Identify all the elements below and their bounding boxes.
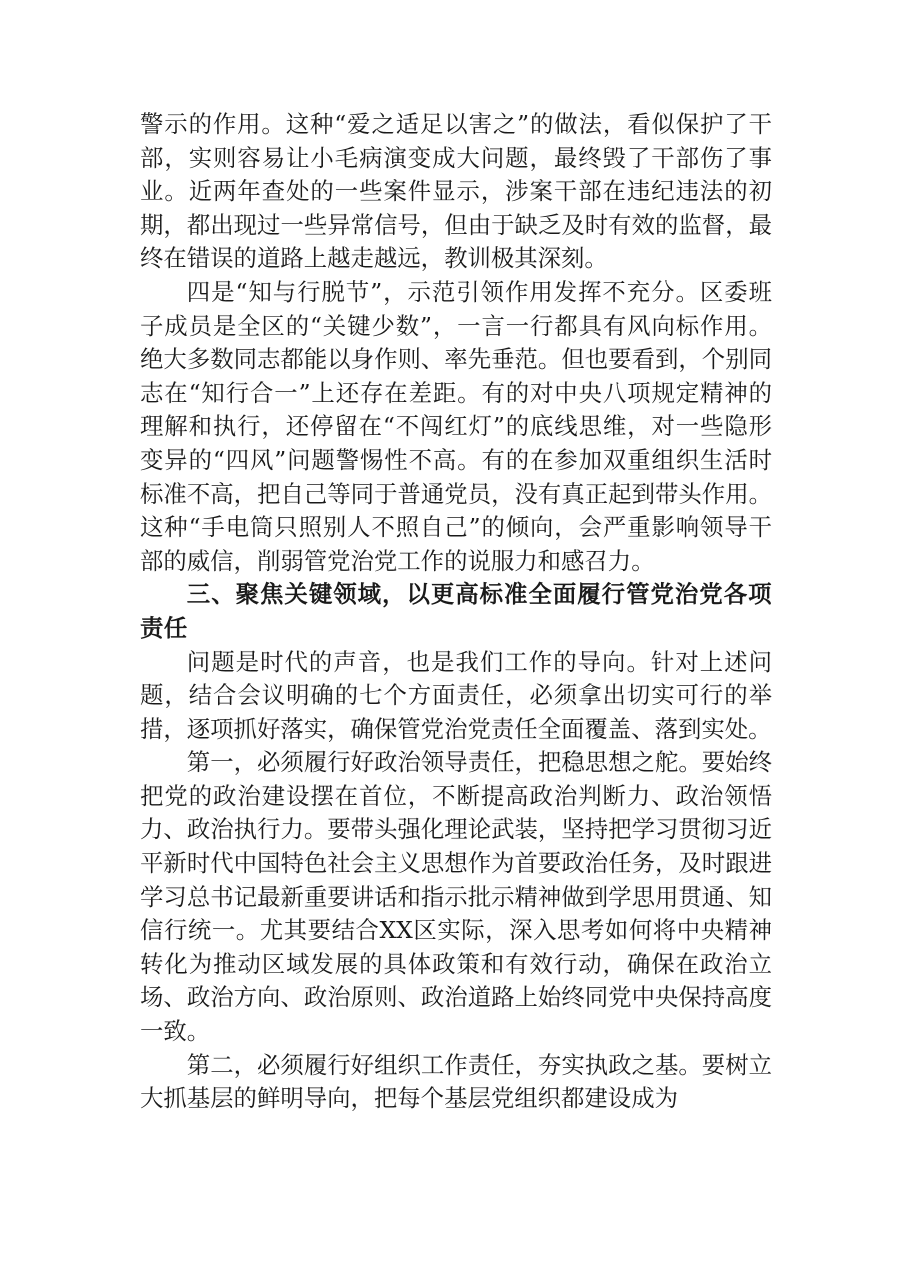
document-page	[140, 108, 772, 1116]
section-heading-three: 三、聚焦关键领域，以更高标准全面履行管党治党各项责任	[140, 580, 772, 642]
paragraph-continuation: 警示的作用。这种“爱之适足以害之”的做法，看似保护了干部，实则容易让小毛病演变成大问题，最终毁了干部伤了事业。近两年查处的一些案件显示，涉案干部在违纪违法的初期，都出现过一些异常信号，但由于缺乏及时有效的监督，最终在错误的道路上越走越远，教训极其深刻。	[140, 110, 772, 273]
paragraph-point-four: 四是“知与行脱节”，示范引领作用发挥不充分。区委班子成员是全区的“关键少数”，一言一行都具有风向标作用。绝大多数同志都能以身作则、率先垂范。但也要看到，个别同志在“知行合一”上还存在差距。有的对中央八项规定精神的理解和执行，还停留在“不闯红灯”的底线思维，对一些隐形变异的“四风”问题警惕性不高。有的在参加双重组织生活时标准不高，把自己等同于普通党员，没有真正起到带头作用。这种“手电筒只照别人不照自己”的倾向，会严重影响领导干部的威信，削弱管党治党工作的说服力和感召力。	[140, 277, 772, 575]
paragraph-second-responsibility: 第二，必须履行好组织工作责任，夯实执政之基。要树立大抓基层的鲜明导向，把每个基层党组织都建设成为	[140, 1050, 772, 1113]
paragraph-first-responsibility: 第一，必须履行好政治领导责任，把稳思想之舵。要始终把党的政治建设摆在首位，不断提高政治判断力、政治领悟力、政治执行力。要带头强化理论武装，坚持把学习贯彻习近平新时代中国特色社会主义思想作为首要政治任务，及时跟进学习总书记最新重要讲话和指示批示精神做到学思用贯通、知信行统一。尤其要结合XX区实际，深入思考如何将中央精神转化为推动区域发展的具体政策和有效行动，确保在政治立场、政治方向、政治原则、政治道路上始终同党中央保持高度一致。	[140, 748, 772, 1046]
paragraph-intro: 问题是时代的声音，也是我们工作的导向。针对上述问题，结合会议明确的七个方面责任，必须拿出切实可行的举措，逐项抓好落实，确保管党治党责任全面覆盖、落到实处。	[140, 647, 772, 743]
